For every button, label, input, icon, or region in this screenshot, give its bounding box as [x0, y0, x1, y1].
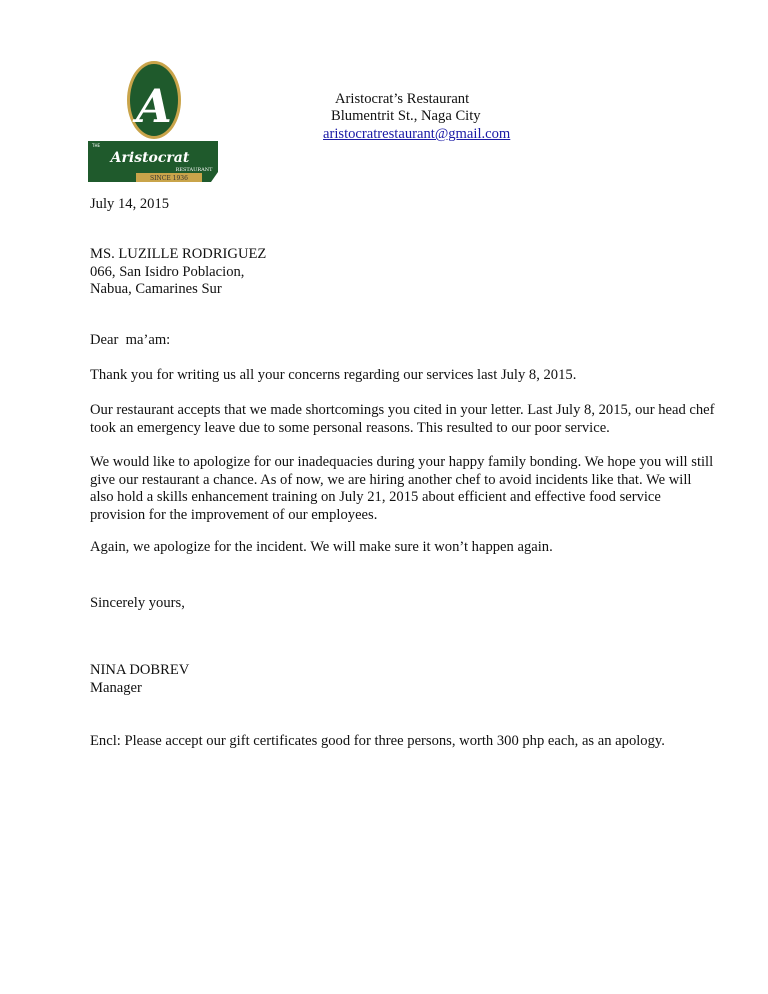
signer-title: Manager [90, 679, 142, 696]
logo-since: SINCE 1936 [150, 175, 188, 182]
letter-date: July 14, 2015 [90, 196, 170, 212]
closing: Sincerely yours, [90, 595, 185, 611]
recipient-address-2: Nabua, Camarines Sur [90, 281, 222, 297]
aristocrat-logo [86, 58, 221, 184]
letter-body [90, 196, 715, 751]
paragraph-3: We would like to apologize for our inadequacies during your happy family bonding. We hope you will still give our restaurant a chance. As of now, we are hiring another chef to avoid incidents like that. We will also hold a skills enhancement training on July 21, 2015 about efficient and effective food service provision for the improvement of our employees. [90, 454, 714, 523]
signer-name: NINA DOBREV [90, 662, 190, 678]
recipient-address-1: 066, San Isidro Poblacion, [90, 263, 245, 280]
salutation: Dear ma’am: [90, 332, 171, 348]
email-link[interactable]: aristocratrestaurant@gmail.com [323, 126, 511, 142]
restaurant-address: Blumentrit St., Naga City [331, 108, 481, 124]
logo-letter: A [136, 79, 172, 133]
logo-sub: RESTAURANT [175, 167, 213, 173]
paragraph-4: Again, we apologize for the incident. We will make sure it won’t happen again. [90, 539, 553, 555]
restaurant-name: Aristocrat’s Restaurant [335, 91, 470, 107]
paragraph-1: Thank you for writing us all your concerns regarding our services last July 8, 2015. [90, 367, 577, 383]
recipient-name: MS. LUZILLE RODRIGUEZ [90, 246, 267, 262]
paragraph-2: Our restaurant accepts that we made shortcomings you cited in your letter. Last July 8, 2015, our head chef took an emergency leave due to some personal reasons. This resulted to our poor service. [90, 402, 715, 436]
logo-name: Aristocrat [110, 150, 190, 166]
enclosure-note: Encl: Please accept our gift certificates good for three persons, worth 300 php each, as an apology. [90, 733, 665, 749]
logo-prefix: THE [92, 143, 100, 148]
